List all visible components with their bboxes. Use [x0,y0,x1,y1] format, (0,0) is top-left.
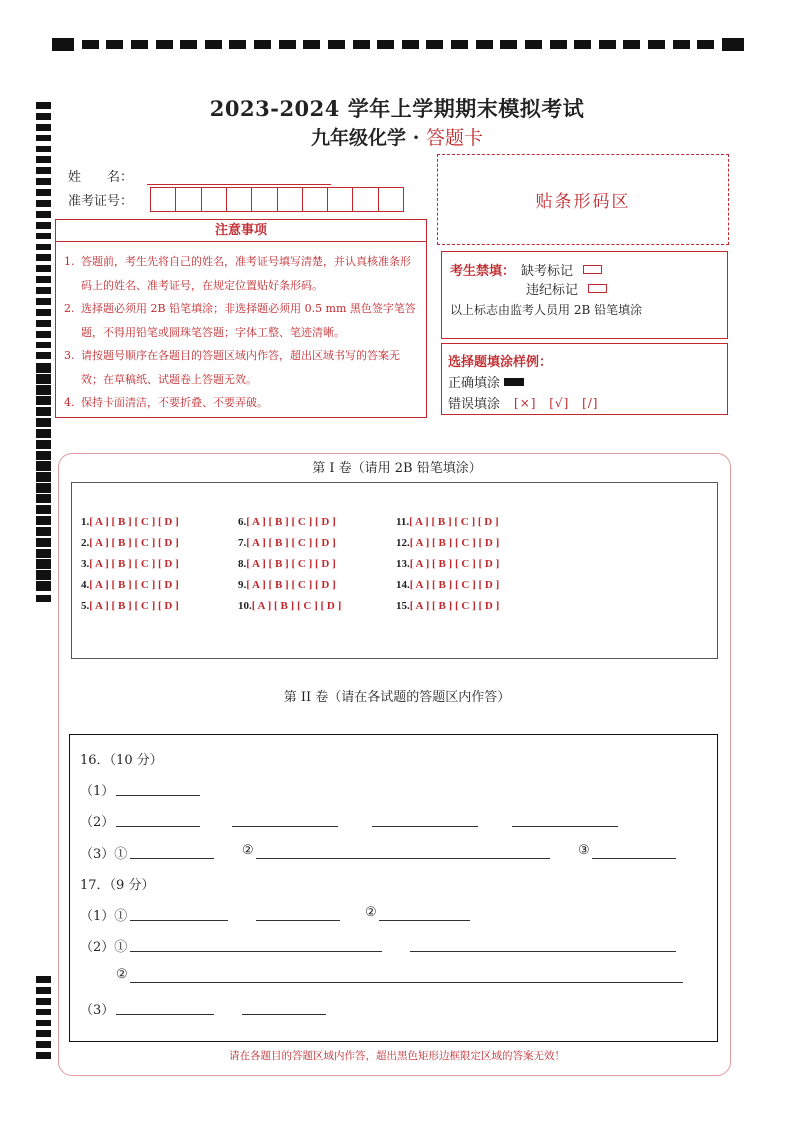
mc-question[interactable] [396,599,499,620]
mc-question-number: 8. [238,558,247,570]
notice-item [64,297,420,344]
mc-question[interactable] [238,578,341,599]
q16-part3-blank-1[interactable] [130,858,214,859]
subject-label: 九年级化学 [311,127,407,149]
mc-question[interactable] [81,578,179,599]
name-field[interactable] [147,171,331,185]
exam-title: 2023-2024 学年上学期期末模拟考试 [209,96,585,121]
notice-box [55,219,427,418]
mc-question-number: 9. [238,579,247,591]
answer-card-label: 答题卡 [425,127,483,149]
q16-part2-blank[interactable] [116,826,200,827]
notice-item-number: 1. [64,255,75,268]
notice-item-text: 请按题号顺序在各题目的答题区域内作答，超出区域书写的答案无效；在草稿纸、试题卷上答题无效。 [81,349,400,386]
mc-question[interactable] [81,599,179,620]
notice-item-text: 选择题必须用 2B 铅笔填涂；非选择题必须用 0.5 mm 黑色签字笔答题，不得用铅笔或圆珠笔答题；字体工整、笔迹清晰。 [81,302,416,339]
mc-options[interactable]: [ A ] [ B ] [ C ] [ D ] [409,579,500,591]
notice-item-number: 4. [64,396,75,409]
q16-part3-label [80,843,127,862]
fill-sample-title: 选择题填涂样例： [448,355,553,370]
mc-options[interactable]: [ A ] [ B ] [ C ] [ D ] [89,579,179,591]
exam-subtitle [0,123,794,150]
mc-question[interactable] [238,599,341,620]
fill-sample-box [441,343,728,415]
id-label: 准考证号： [68,194,134,209]
mc-question-number: 6. [238,516,247,528]
q16-part1-label: （1） [80,784,115,799]
mc-question-number: 10. [238,600,252,612]
mc-question[interactable] [396,557,499,578]
id-digit-box[interactable] [302,187,328,212]
left-timing-marks-middle [36,366,51,602]
mc-question-number: 11. [396,516,410,528]
left-timing-marks-bottom [36,976,51,1059]
q17-part3-label: （3） [80,1003,115,1018]
mc-question-number: 12. [396,537,410,549]
mc-options[interactable]: [ A ] [ B ] [ C ] [ D ] [246,558,336,570]
q17-part2-blank-3[interactable] [130,982,683,983]
q16-part2-blank[interactable] [512,826,618,827]
mc-options[interactable]: [ A ] [ B ] [ C ] [ D ] [246,537,336,549]
examiner-only-box [441,251,728,339]
examiner-only-label: 考生禁填： [450,264,516,279]
mc-question-number: 3. [81,558,90,570]
q16-part2-blank[interactable] [232,826,338,827]
part-label: （3） [80,847,115,862]
section2-title: 第 II 卷（请在各试题的答题区内作答） [283,690,511,705]
wrong-fill-marks: [×] [√] [/] [514,395,599,410]
id-digit-box[interactable] [378,187,404,212]
mc-question-number: 4. [81,579,90,591]
mc-options[interactable]: [ A ] [ B ] [ C ] [ D ] [89,558,179,570]
mc-question[interactable] [396,578,499,599]
q16-part3-blank-3[interactable] [592,858,676,859]
mc-question[interactable] [81,557,179,578]
correct-fill-label: 正确填涂 [448,376,501,391]
mc-question[interactable] [81,536,179,557]
id-digit-box[interactable] [175,187,201,212]
id-digit-box[interactable] [251,187,277,212]
q17-part2-blank-2[interactable] [410,951,676,952]
mc-options[interactable]: [ A ] [ B ] [ C ] [ D ] [246,579,336,591]
mc-options[interactable]: [ A ] [ B ] [ C ] [ D ] [409,600,500,612]
id-row [68,187,404,212]
notice-item [64,391,420,415]
mc-question-number: 7. [238,537,247,549]
mc-options[interactable]: [ A ] [ B ] [ C ] [ D ] [251,600,342,612]
mc-options[interactable]: [ A ] [ B ] [ C ] [ D ] [409,516,499,528]
absent-mark-box[interactable] [583,265,602,274]
id-digit-boxes[interactable] [151,187,404,212]
q17-part1-blank-1[interactable] [130,920,228,921]
mc-question-number: 15. [396,600,410,612]
examiner-note: 以上标志由监考人员用 2B 铅笔填涂 [450,303,643,317]
violation-mark-box[interactable] [588,284,607,293]
mc-question[interactable] [238,557,341,578]
absent-mark-label: 缺考标记 [521,264,574,279]
notice-item-number: 3. [64,349,75,362]
notice-item-text: 保持卡面清洁，不要折叠、不要弄破。 [81,396,268,409]
id-digit-box[interactable] [277,187,303,212]
mc-question-number: 13. [396,558,410,570]
mc-options[interactable]: [ A ] [ B ] [ C ] [ D ] [89,516,179,528]
name-label: 姓 名： [68,170,134,185]
id-digit-box[interactable] [226,187,252,212]
notice-list [56,242,426,415]
subjective-answer-box [69,734,718,1042]
mc-options[interactable]: [ A ] [ B ] [ C ] [ D ] [409,537,500,549]
mc-question[interactable] [81,515,179,536]
q17-part2-blank-1[interactable] [130,951,382,952]
circled-one: ① [114,847,128,862]
q17-circled-two-b: ② [116,967,128,982]
mc-column-2 [238,515,341,620]
mc-question[interactable] [396,515,499,536]
q16-part2-blank[interactable] [372,826,478,827]
notice-item [64,250,420,297]
q16-part3-blank-2[interactable] [256,858,550,859]
part-label: （2） [80,940,115,955]
q17-part1-blank-3[interactable] [379,920,470,921]
mc-options[interactable]: [ A ] [ B ] [ C ] [ D ] [89,537,179,549]
id-digit-box[interactable] [201,187,227,212]
mc-options[interactable]: [ A ] [ B ] [ C ] [ D ] [409,558,500,570]
barcode-area [437,154,729,245]
mc-question[interactable] [238,536,341,557]
mc-question[interactable] [238,515,341,536]
q17-part3-blank-2[interactable] [242,1014,326,1015]
q16-part1-blank[interactable] [116,795,200,796]
id-digit-box[interactable] [150,187,176,212]
q17-part1-blank-2[interactable] [256,920,340,921]
mc-column-3 [396,515,499,620]
mc-question[interactable] [396,536,499,557]
mc-question-number: 5. [81,600,90,612]
mc-question-number: 14. [396,579,410,591]
notice-item-text: 答题前，考生先将自己的姓名，准考证号填写清楚，并认真核准条形码上的姓名、准考证号，在规定位置贴好条形码。 [81,255,411,292]
id-digit-box[interactable] [327,187,353,212]
mc-options[interactable]: [ A ] [ B ] [ C ] [ D ] [246,516,336,528]
separator-dot: · [412,127,420,149]
correct-fill-mark [504,378,524,386]
wrong-fill-label: 错误填涂 [448,397,501,412]
footer-warning: 请在各题目的答题区域内作答，超出黑色矩形边框限定区域的答案无效！ [229,1050,565,1062]
q17-part2-label [80,936,127,955]
notice-item [64,344,420,391]
barcode-label: 贴条形码区 [535,192,631,212]
q17-part3-blank-1[interactable] [116,1014,214,1015]
q16-circled-three: ③ [578,843,590,858]
top-timing-marks [52,38,744,51]
name-row [68,166,331,185]
part-label: （1） [80,909,115,924]
q17-circled-two: ② [365,905,377,920]
mc-column-1 [81,515,179,620]
q17-heading: 17．（9 分） [80,878,155,893]
section1-title: 第 I 卷（请用 2B 铅笔填涂） [312,461,482,476]
circled-one: ① [114,940,128,955]
q16-heading: 16．（10 分） [80,753,163,768]
notice-title: 注意事项 [56,220,426,242]
id-digit-box[interactable] [352,187,378,212]
q16-circled-two: ② [242,843,254,858]
q16-part2-label: （2） [80,815,115,830]
mc-question-number: 1. [81,516,90,528]
q17-part1-label [80,905,127,924]
mc-options[interactable]: [ A ] [ B ] [ C ] [ D ] [89,600,179,612]
violation-mark-label: 违纪标记 [526,283,579,298]
mc-question-number: 2. [81,537,90,549]
circled-one: ① [114,909,128,924]
notice-item-number: 2. [64,302,75,315]
